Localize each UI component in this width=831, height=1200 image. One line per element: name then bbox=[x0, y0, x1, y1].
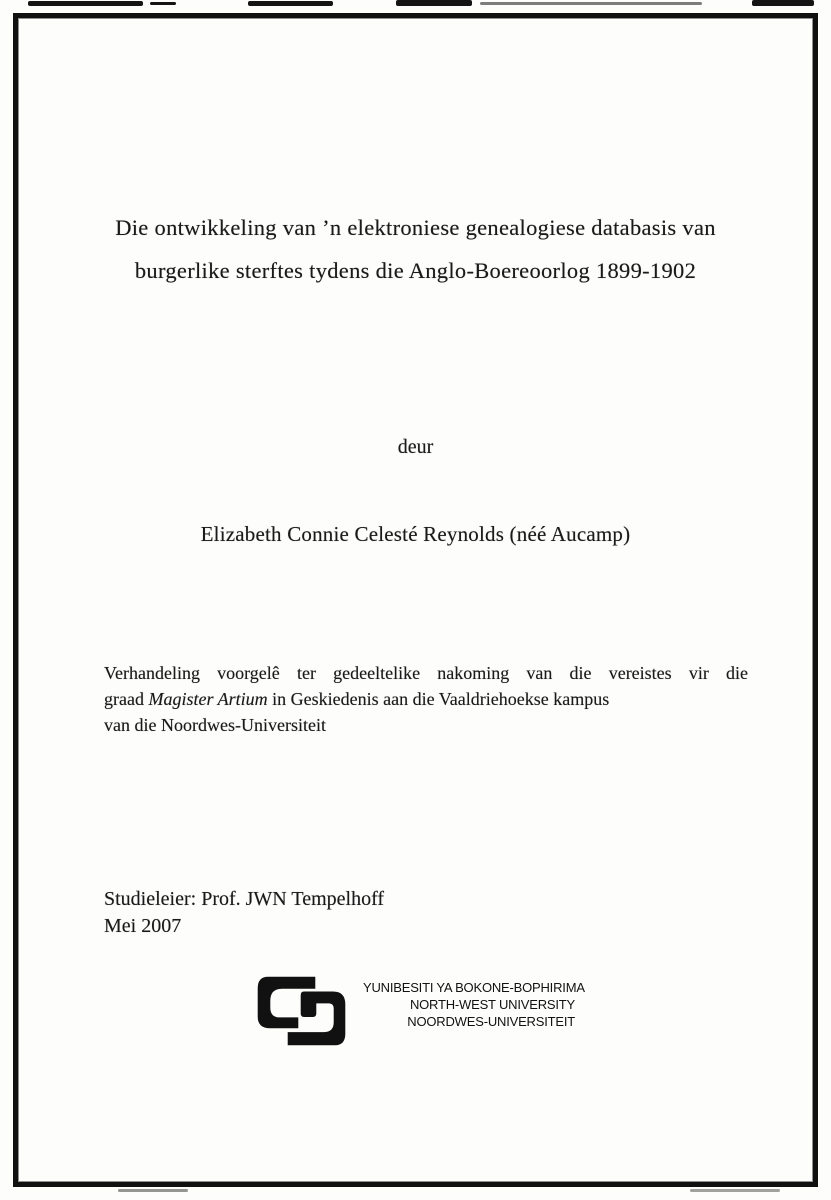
logo-text-english: NORTH-WEST UNIVERSITY bbox=[409, 997, 575, 1012]
byline-label: deur bbox=[397, 436, 434, 458]
author-name: Elizabeth Connie Celesté Reynolds (néé Aucamp) bbox=[200, 522, 631, 546]
thesis-title-line-2: burgerlike sterftes tydens die Anglo-Boereoorlog 1899-1902 bbox=[134, 258, 697, 283]
scan-artifact bbox=[480, 2, 702, 5]
scan-artifact bbox=[28, 1, 143, 6]
supervisor-line: Studieleier: Prof. JWN Tempelhoff bbox=[104, 888, 385, 910]
scan-artifact bbox=[118, 1189, 188, 1192]
statement-line-2-prefix: graad bbox=[104, 689, 149, 709]
supervisor-block bbox=[104, 886, 384, 940]
logo-text-setswana: YUNIBESITI YA BOKONE-BOPHIRIMA bbox=[363, 980, 585, 995]
scan-artifact bbox=[396, 0, 472, 6]
thesis-title bbox=[0, 206, 831, 292]
nwu-chain-link-logo-icon bbox=[253, 976, 350, 1046]
scan-artifact bbox=[752, 0, 814, 6]
logo-text-afrikaans: NOORDWES-UNIVERSITEIT bbox=[407, 1014, 575, 1029]
university-logo-text bbox=[363, 979, 585, 1030]
scan-artifact bbox=[690, 1189, 780, 1192]
statement-line-3: van die Noordwes-Universiteit bbox=[104, 715, 326, 735]
scan-artifact bbox=[248, 1, 333, 6]
statement-line-1: Verhandeling voorgelê ter gedeeltelike nakoming van die vereistes vir die bbox=[104, 663, 748, 683]
statement-line-2 bbox=[104, 686, 748, 712]
thesis-title-line-1: Die ontwikkeling van ’n elektroniese genealogiese databasis van bbox=[115, 215, 716, 240]
degree-name: Magister Artium bbox=[148, 689, 268, 709]
scan-artifact bbox=[150, 2, 176, 5]
university-logo bbox=[253, 968, 583, 1050]
statement-line-2-suffix: in Geskiedenis aan die Vaaldriehoekse kampus bbox=[267, 689, 610, 709]
thesis-statement bbox=[104, 660, 748, 738]
date-line: Mei 2007 bbox=[104, 915, 182, 937]
